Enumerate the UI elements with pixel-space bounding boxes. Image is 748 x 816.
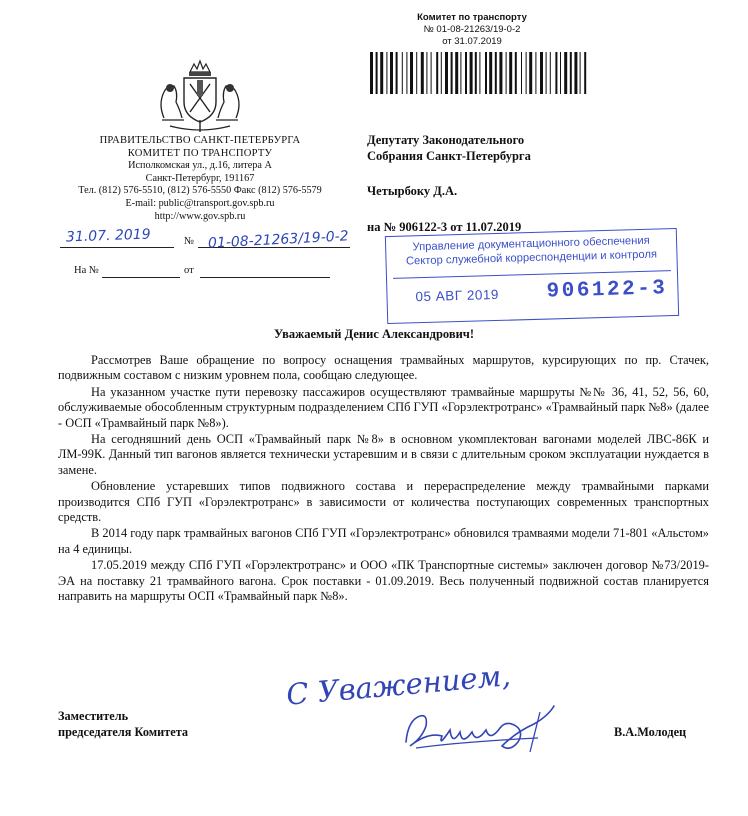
stamp-registration-row	[393, 270, 672, 316]
signatory-name: В.А.Молодец	[614, 725, 687, 739]
addressee-line2: Собрания Санкт-Петербурга	[367, 149, 531, 163]
registration-title: Комитет по транспорту	[417, 12, 527, 23]
registration-block	[392, 12, 552, 48]
sender-government: ПРАВИТЕЛЬСТВО САНКТ-ПЕТЕРБУРГА	[99, 135, 301, 146]
outgoing-number-label: №	[184, 236, 195, 247]
letter-body	[58, 353, 709, 606]
greeting: Уважаемый Денис Александрович!	[274, 327, 474, 341]
addressee-line1: Депутату Законодательного	[367, 133, 525, 147]
reference-date-line	[200, 277, 330, 278]
sender-city: Санкт-Петербург, 191167	[145, 172, 255, 184]
addressee-reference: на № 906122-3 от 11.07.2019	[367, 220, 522, 234]
sender-phones: Тел. (812) 576-5510, (812) 576-5550 Факс (812) 576-5579	[78, 185, 322, 197]
body-paragraph: Обновление устаревших типов подвижного состава и перераспределение между трамвайными парками производится СПб ГУП «Горэлектротранс» в зависимости от количества поступающих современных транспортных средств.	[58, 479, 709, 525]
sender-website: http://www.gov.spb.ru	[154, 210, 246, 222]
outgoing-number-handwritten: 01-08-21263/19-0-2	[207, 228, 350, 252]
stamp-department: Управление документационного обеспечения	[412, 234, 650, 254]
barcode	[370, 52, 588, 94]
sender-committee: КОМИТЕТ ПО ТРАНСПОРТУ	[127, 147, 273, 159]
reference-number-line	[102, 277, 180, 278]
registration-date: от 31.07.2019	[442, 36, 502, 47]
body-paragraph: 17.05.2019 между СПб ГУП «Горэлектротранс» и ООО «ПК Транспортные системы» заключен договор №73/2019-ЭА на поставку 21 трамвайного вагона. Срок поставки - 01.09.2019. Весь полученный подвижной состав планируется направить на маршруты ОСП «Трамвайный парк №8».	[58, 558, 709, 604]
reference-from-label: от	[184, 265, 194, 276]
body-paragraph: В 2014 году парк трамвайных вагонов СПб ГУП «Горэлектротранс» обновился трамваями модели 71-801 «Альстом» на 4 единицы.	[58, 526, 709, 556]
addressee-name: Четырбоку Д.А.	[367, 184, 458, 198]
signatory-position-line1: Заместитель	[58, 709, 129, 723]
coat-of-arms-emblem	[150, 58, 250, 136]
handwritten-signature	[398, 702, 563, 760]
incoming-stamp	[385, 228, 679, 324]
body-paragraph: На указанном участке пути перевозку пассажиров осуществляют трамвайные маршруты №№ 36, 41, 52, 56, 60, обслуживаемые обособленным структурным подразделением СПб ГУП «Горэлектротранс» «Трамвайный парк №8» (далее - ОСП «Трамвайный парк №8»).	[58, 384, 709, 430]
sender-email: E-mail: public@transport.gov.spb.ru	[125, 197, 275, 209]
registration-number: № 01-08-21263/19-0-2	[423, 24, 521, 35]
body-paragraph: На сегодняшний день ОСП «Трамвайный парк №8» в основном укомплектован вагонами моделей ЛВС-86К и ЛМ-99К. Данный тип вагонов является технически устаревшим и в связи с длительным сроком эксплуатации нуждается в замене.	[58, 432, 709, 477]
stamp-date: 05 АВГ 2019	[415, 286, 500, 305]
stamp-sector: Сектор служебной корреспонденции и контроля	[405, 248, 658, 268]
outgoing-date-line	[60, 247, 174, 248]
body-paragraph: Рассмотрев Ваше обращение по вопросу оснащения трамвайных маршрутов, курсирующих по пр. Стачек, подвижным составом с низким уровнем пола, сообщаю следующее.	[58, 353, 709, 383]
sender-block	[40, 135, 360, 223]
signatory-position-line2: председателя Комитета	[58, 725, 189, 739]
outgoing-date-handwritten: 31.07. 2019	[65, 226, 151, 246]
reference-label: На №	[74, 265, 99, 276]
sender-street: Исполкомская ул., д.16, литера А	[128, 160, 272, 172]
handwritten-closing: С Уважением,	[284, 658, 512, 712]
stamp-number: 906122-3	[546, 277, 668, 304]
